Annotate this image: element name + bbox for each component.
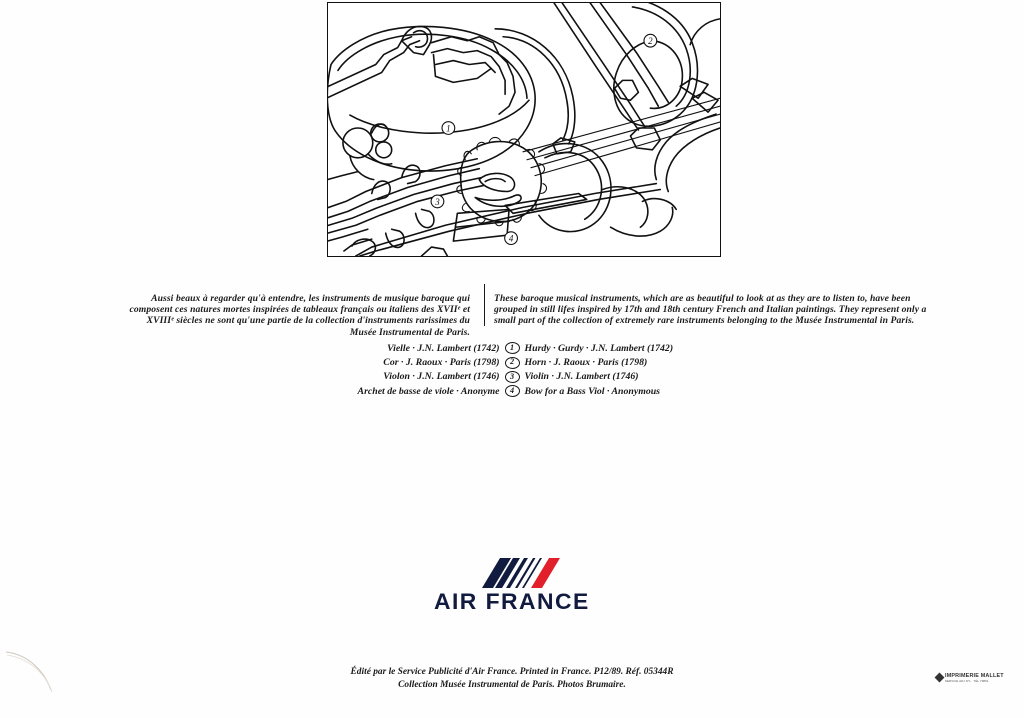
legend-english-label: Hurdy · Gurdy · J.N. Lambert (1742) xyxy=(524,342,674,354)
legend-french-label: Cor · J. Raoux · Paris (1798) xyxy=(383,357,500,369)
callout-2-number: 2 xyxy=(648,36,653,47)
legend-row xyxy=(0,384,1024,398)
blurb-row xyxy=(0,283,1024,338)
legend-number-badge: 4 xyxy=(505,385,520,397)
instrument-legend xyxy=(0,341,1024,399)
callout-1 xyxy=(442,122,455,135)
printer-diamond-icon xyxy=(935,673,945,683)
callout-4-number: 4 xyxy=(508,233,514,244)
printer-subtitle: SERVICE ADJ N°L · TÉL 79891 xyxy=(945,679,989,683)
blurb-english: These baroque musical instruments, which are as beautiful to look at as they are to listen to, have been grouped in still lifes inspired by 17th and 18th century French and Italian paintings. They represent only a small part of the collection of extremely rare instruments belonging to the Musée Instrumental in Paris. xyxy=(494,292,927,327)
legend-number-badge: 2 xyxy=(505,357,520,369)
legend-row xyxy=(0,341,1024,355)
printer-mark xyxy=(936,673,1016,691)
air-france-stripes-icon xyxy=(464,558,560,588)
callout-1-number: 1 xyxy=(446,123,451,134)
instrument-illustration xyxy=(327,2,721,257)
legend-french-label: Vielle · J.N. Lambert (1742) xyxy=(387,342,500,354)
legend-row xyxy=(0,370,1024,384)
blurb-french: Aussi beaux à regarder qu'à entendre, les instruments de musique baroque qui composent ces natures mortes inspirées de tableaux français ou italiens des XVIIᵉ et XVIIIᵉ siècles ne sont qu'une partie de la collection d'instruments rarissimes du Musée Instrumental de Paris. xyxy=(129,292,470,338)
callout-3 xyxy=(431,195,444,208)
instrument-line-art xyxy=(328,3,720,256)
credits-line-2: Collection Musée Instrumental de Paris. Photos Brumaire. xyxy=(398,679,626,690)
callout-2 xyxy=(644,34,657,47)
logo-inner xyxy=(434,558,590,614)
legend-english-label: Bow for a Bass Viol · Anonymous xyxy=(524,385,660,397)
credits-line-1: Édité par le Service Publicité d'Air France. Printed in France. P12/89. Réf. 05344R xyxy=(350,667,674,677)
legend-english-label: Violin · J.N. Lambert (1746) xyxy=(524,371,639,383)
legend-english-label: Horn · J. Raoux · Paris (1798) xyxy=(524,357,648,369)
legend-number-badge: 3 xyxy=(505,371,520,383)
credits-block xyxy=(0,666,1024,691)
air-france-wordmark: AIR FRANCE xyxy=(434,589,590,614)
column-divider xyxy=(484,284,485,326)
legend-row xyxy=(0,355,1024,369)
printer-mark-text-group xyxy=(945,673,1004,683)
callout-4 xyxy=(505,232,518,245)
legend-french-label: Violon · J.N. Lambert (1746) xyxy=(383,371,500,383)
air-france-logo xyxy=(0,558,1024,614)
callout-3-number: 3 xyxy=(435,196,440,207)
printer-name: IMPRIMERIE MALLET xyxy=(945,673,1004,679)
legend-number-badge: 1 xyxy=(505,342,520,354)
legend-french-label: Archet de basse de viole · Anonyme xyxy=(357,385,500,397)
